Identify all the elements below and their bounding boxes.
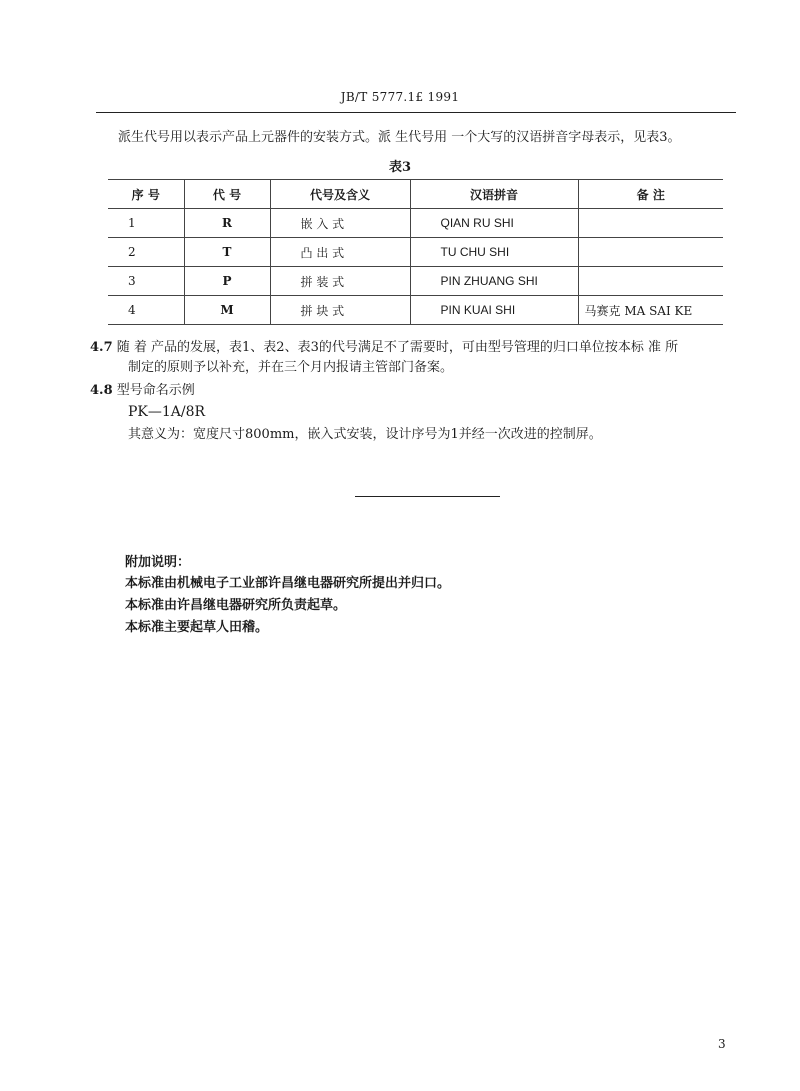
cell-remark: 马赛克 MA SAI KE <box>578 296 723 325</box>
notes-line: 本标准由机械电子工业部许昌继电器研究所提出并归口。 <box>125 576 451 591</box>
table-caption: 表3 <box>388 160 412 175</box>
document-header <box>0 90 800 104</box>
cell-remark <box>578 267 723 296</box>
cell-no: 2 <box>108 238 184 267</box>
cell-meaning: 拼 装 式 <box>270 267 410 296</box>
column-header-code: 代 号 <box>184 180 270 209</box>
model-example: PK—1A/8R <box>128 404 206 420</box>
header-rule <box>96 112 736 113</box>
table-row <box>108 296 723 325</box>
section-4-7-line1: 随 着 产品的发展，表1、表2、表3的代号满足不了需要时，可由型号管理的归口单位按本标 准 所 <box>116 340 679 355</box>
notes-line: 本标准主要起草人田稽。 <box>125 620 269 635</box>
cell-code: M <box>184 296 270 325</box>
page-number: 3 <box>718 1037 726 1051</box>
code-table <box>108 179 723 325</box>
cell-code: T <box>184 238 270 267</box>
cell-remark <box>578 209 723 238</box>
cell-meaning: 拼 块 式 <box>270 296 410 325</box>
cell-remark <box>578 238 723 267</box>
section-divider <box>355 496 500 497</box>
notes-title: 附加说明： <box>125 555 191 570</box>
standard-code: JB/T 5777.1£ 1991 <box>340 90 460 104</box>
cell-pinyin: PIN ZHUANG SHI <box>410 267 578 296</box>
cell-pinyin: PIN KUAI SHI <box>410 296 578 325</box>
cell-meaning: 嵌 入 式 <box>270 209 410 238</box>
column-header-meaning: 代号及含义 <box>270 180 410 209</box>
intro-paragraph: 派生代号用以表示产品上元器件的安装方式。派 生代号用 一个大写的汉语拼音字母表示，见表3。 <box>118 130 681 145</box>
section-4-7-line2: 制定的原则予以补充，并在三个月内报请主管部门备案。 <box>128 360 454 375</box>
cell-meaning: 凸 出 式 <box>270 238 410 267</box>
cell-code: P <box>184 267 270 296</box>
table-row <box>108 267 723 296</box>
section-number: 4.8 <box>90 383 113 398</box>
cell-no: 3 <box>108 267 184 296</box>
table-row <box>108 238 723 267</box>
cell-pinyin: QIAN RU SHI <box>410 209 578 238</box>
table-header-row <box>108 180 723 209</box>
cell-no: 4 <box>108 296 184 325</box>
model-explanation: 其意义为：宽度尺寸800mm，嵌入式安装，设计序号为1并经一次改进的控制屏。 <box>128 427 602 442</box>
column-header-remark: 备 注 <box>578 180 723 209</box>
section-4-8 <box>90 381 195 400</box>
table-row <box>108 209 723 238</box>
notes-line: 本标准由许昌继电器研究所负责起草。 <box>125 598 347 613</box>
section-4-7 <box>90 338 678 357</box>
cell-code: R <box>184 209 270 238</box>
column-header-pinyin: 汉语拼音 <box>410 180 578 209</box>
column-header-no: 序 号 <box>108 180 184 209</box>
section-4-8-title: 型号命名示例 <box>116 383 195 398</box>
section-number: 4.7 <box>90 340 113 355</box>
cell-pinyin: TU CHU SHI <box>410 238 578 267</box>
cell-no: 1 <box>108 209 184 238</box>
